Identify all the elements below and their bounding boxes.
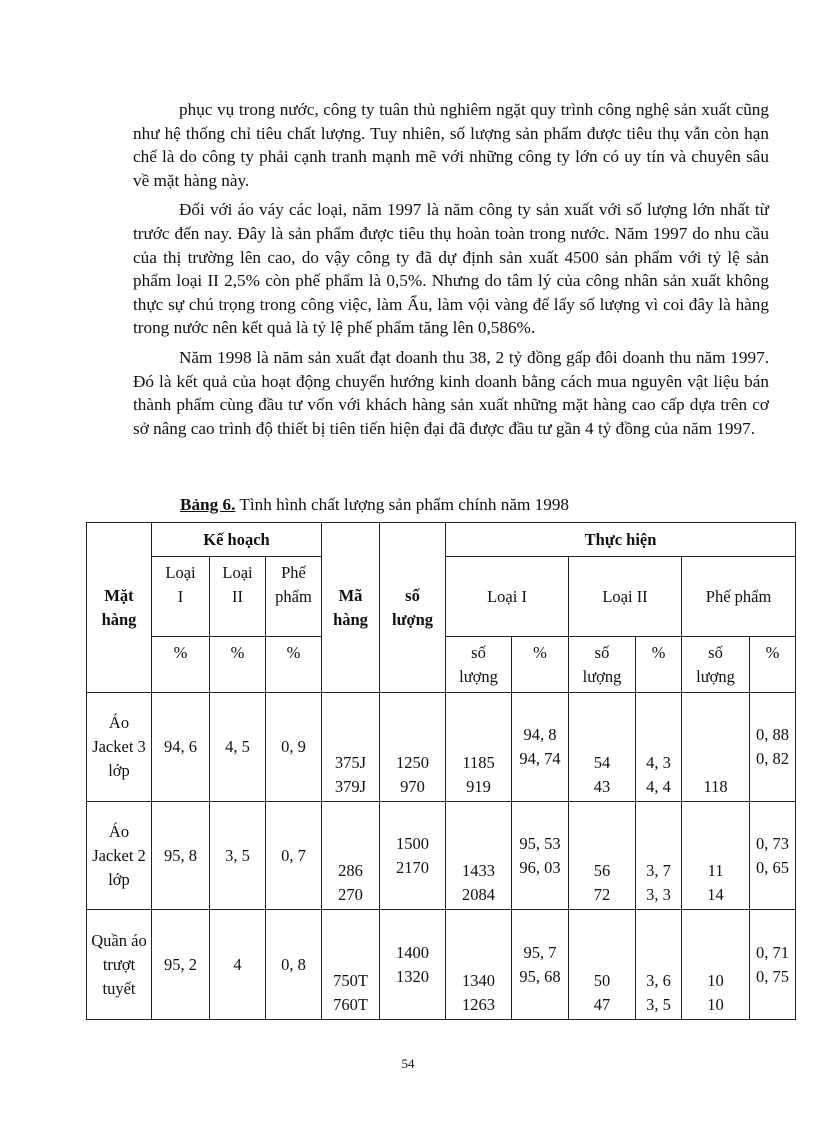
paragraph-1: phục vụ trong nước, công ty tuân thủ nghiêm ngặt quy trình công nghệ sản xuất cũng như hệ thống chỉ tiêu chất lượng. Tuy nhiên, số lượng sản phẩm được tiêu thụ vẫn còn hạn chế là do công ty phải cạnh tranh mạnh mẽ với những công ty lớn có uy tín và chuyên sâu về mặt hàng này. <box>133 100 769 190</box>
row-name: Quần áo trượt tuyết <box>87 910 152 1020</box>
cell-ma-hang: 750T 760T <box>322 910 380 1020</box>
header-pct: % <box>750 637 796 693</box>
header-kh-phe-pham: Phế phẩm <box>266 557 322 637</box>
cell-so-luong: 1250 970 <box>380 693 446 802</box>
cell-ma-hang: 286 270 <box>322 802 380 910</box>
cell-kh-loai2: 4, 5 <box>210 693 266 802</box>
row-name: Áo Jacket 3 lớp <box>87 693 152 802</box>
header-pct: % <box>210 637 266 693</box>
cell-kh-loai1: 95, 2 <box>152 910 210 1020</box>
cell-l2-sl: 50 47 <box>569 910 636 1020</box>
header-th-loai2: Loại II <box>569 557 682 637</box>
cell-so-luong: 1500 2170 <box>380 802 446 910</box>
cell-pp-pct: 0, 71 0, 75 <box>750 910 796 1020</box>
header-pct: % <box>512 637 569 693</box>
header-so-luong: số lượng <box>380 523 446 693</box>
cell-l1-sl: 1340 1263 <box>446 910 512 1020</box>
header-kh-loai2: Loại II <box>210 557 266 637</box>
row-name: Áo Jacket 2 lớp <box>87 802 152 910</box>
cell-pp-sl: 118 <box>682 693 750 802</box>
cell-pp-sl: 11 14 <box>682 802 750 910</box>
header-sl: số lượng <box>682 637 750 693</box>
cell-pp-sl: 10 10 <box>682 910 750 1020</box>
cell-kh-phe: 0, 9 <box>266 693 322 802</box>
cell-l1-pct: 94, 8 94, 74 <box>512 693 569 802</box>
paragraph-2: Đối với áo váy các loại, năm 1997 là năm công ty sản xuất với số lượng lớn nhất từ trước đến nay. Đây là sản phẩm được tiêu thụ hoàn toàn trong nước. Năm 1997 do nhu cầu của thị trường lên cao, do vậy công ty đã dự định sản xuất 4500 sản phẩm với tỷ lệ sản phẩm loại II 2,5% còn phế phẩm là 0,5%. Nhưng do tâm lý của công nhân sản xuất không thực sự chú trọng trong công việc, làm Ẩu, làm vội vàng để lấy số lượng vì coi đây là hàng trong nước nên kết quả là tỷ lệ phế phẩm tăng lên 0,586%. <box>133 200 769 338</box>
cell-l1-sl: 1433 2084 <box>446 802 512 910</box>
header-kh-loai1: Loại I <box>152 557 210 637</box>
header-thuc-hien: Thực hiện <box>446 523 796 557</box>
header-mat-hang: Mặt hàng <box>87 523 152 693</box>
header-ma-hang: Mã hàng <box>322 523 380 693</box>
body-text <box>133 98 769 446</box>
cell-kh-loai1: 95, 8 <box>152 802 210 910</box>
header-pct: % <box>636 637 682 693</box>
cell-l2-pct: 4, 3 4, 4 <box>636 693 682 802</box>
header-ke-hoach: Kế hoạch <box>152 523 322 557</box>
table-caption <box>180 494 569 516</box>
header-th-phe-pham: Phế phẩm <box>682 557 796 637</box>
paragraph-3: Năm 1998 là năm sản xuất đạt doanh thu 38, 2 tỷ đồng gấp đôi doanh thu năm 1997. Đó là kết quả của hoạt động chuyển hướng kinh doanh bằng cách mua nguyên vật liệu bán thành phẩm cùng đầu tư vốn với khách hàng sản xuất những mặt hàng cao cấp dựa trên cơ sở nâng cao trình độ thiết bị tiên tiến hiện đại đã được đầu tư gần 4 tỷ đồng của năm 1997. <box>133 347 769 438</box>
cell-l2-pct: 3, 6 3, 5 <box>636 910 682 1020</box>
header-sl: số lượng <box>569 637 636 693</box>
header-pct: % <box>266 637 322 693</box>
header-th-loai1: Loại I <box>446 557 569 637</box>
cell-l2-sl: 56 72 <box>569 802 636 910</box>
cell-l2-sl: 54 43 <box>569 693 636 802</box>
cell-kh-loai2: 4 <box>210 910 266 1020</box>
cell-kh-phe: 0, 7 <box>266 802 322 910</box>
cell-l1-sl: 1185 919 <box>446 693 512 802</box>
cell-ma-hang: 375J 379J <box>322 693 380 802</box>
cell-kh-loai2: 3, 5 <box>210 802 266 910</box>
cell-pp-pct: 0, 88 0, 82 <box>750 693 796 802</box>
quality-table <box>86 522 796 1020</box>
page-number: 54 <box>401 1056 415 1071</box>
table-caption-text: Tình hình chất lượng sản phẩm chính năm 1998 <box>235 495 570 514</box>
table-caption-label: Bảng 6. <box>180 495 236 514</box>
header-sl: số lượng <box>446 637 512 693</box>
cell-l2-pct: 3, 7 3, 3 <box>636 802 682 910</box>
header-pct: % <box>152 637 210 693</box>
cell-so-luong: 1400 1320 <box>380 910 446 1020</box>
cell-kh-loai1: 94, 6 <box>152 693 210 802</box>
cell-kh-phe: 0, 8 <box>266 910 322 1020</box>
cell-l1-pct: 95, 53 96, 03 <box>512 802 569 910</box>
cell-l1-pct: 95, 7 95, 68 <box>512 910 569 1020</box>
cell-pp-pct: 0, 73 0, 65 <box>750 802 796 910</box>
